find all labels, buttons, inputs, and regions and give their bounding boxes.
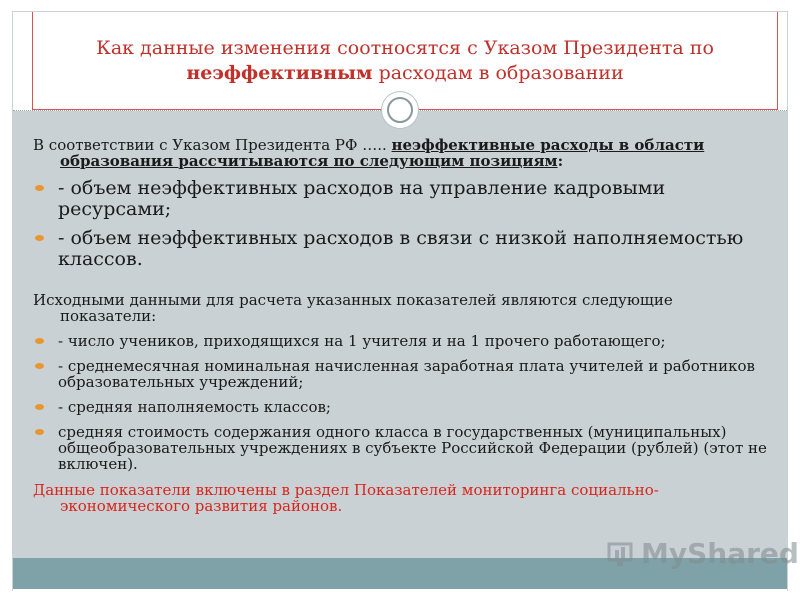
title-part2: расходам в образовании — [372, 61, 624, 84]
bullet-dot-icon — [35, 338, 44, 344]
bullet-dot-icon — [35, 185, 44, 191]
indicator-bullet — [33, 333, 768, 349]
intro-paragraph — [33, 137, 768, 169]
indicator-bullet-text: - средняя наполняемость классов; — [58, 398, 331, 416]
indicator-bullet-text: - среднемесячная номинальная начисленная заработная плата учителей и работников образовательных учреждений; — [58, 357, 755, 391]
conclusion-text: Данные показатели включены в раздел Показателей мониторинга социально-экономического развития районов. — [33, 481, 659, 515]
ring-ornament-icon — [382, 92, 418, 128]
main-bullet — [33, 228, 768, 270]
bullet-dot-icon — [35, 429, 44, 435]
indicator-bullet-text: - число учеников, приходящихся на 1 учителя и на 1 прочего работающего; — [58, 332, 666, 350]
intro-underlined: неэффективные расходы в области образования рассчитываются по следующим позициям — [60, 136, 705, 170]
intro-tail: : — [557, 152, 564, 170]
body-text — [33, 137, 768, 529]
intro-lead: В соответствии с Указом Президента РФ ….. — [33, 136, 392, 154]
frame-right-line — [787, 11, 788, 591]
title-part1: Как данные изменения соотносятся с Указом Президента по — [96, 36, 714, 59]
main-bullet-text: - объем неэффективных расходов на управление кадровыми ресурсами; — [58, 177, 666, 220]
source-paragraph: Исходными данными для расчета указанных показателей являются следующие показатели: — [33, 291, 673, 325]
indicator-bullet — [33, 424, 768, 472]
main-bullet-text: - объем неэффективных расходов в связи с низкой наполняемостью классов. — [58, 227, 744, 270]
spacer — [33, 278, 768, 292]
title-bold: неэффективным — [186, 61, 373, 84]
slide-title — [33, 36, 777, 86]
watermark — [607, 537, 799, 570]
indicator-bullet — [33, 399, 768, 415]
bullet-dot-icon — [35, 235, 44, 241]
bullet-dot-icon — [35, 363, 44, 369]
main-bullet — [33, 178, 768, 220]
watermark-logo-icon — [607, 540, 637, 568]
indicator-bullet — [33, 358, 768, 390]
bullet-dot-icon — [35, 404, 44, 410]
indicator-bullet-text: средняя стоимость содержания одного класса в государственных (муниципальных) общеобразовательных учреждениях в субъекте Российской Федерации (рублей) (этот не включен). — [58, 423, 767, 473]
watermark-text: MyShared — [641, 537, 799, 570]
ring-inner — [387, 97, 413, 123]
